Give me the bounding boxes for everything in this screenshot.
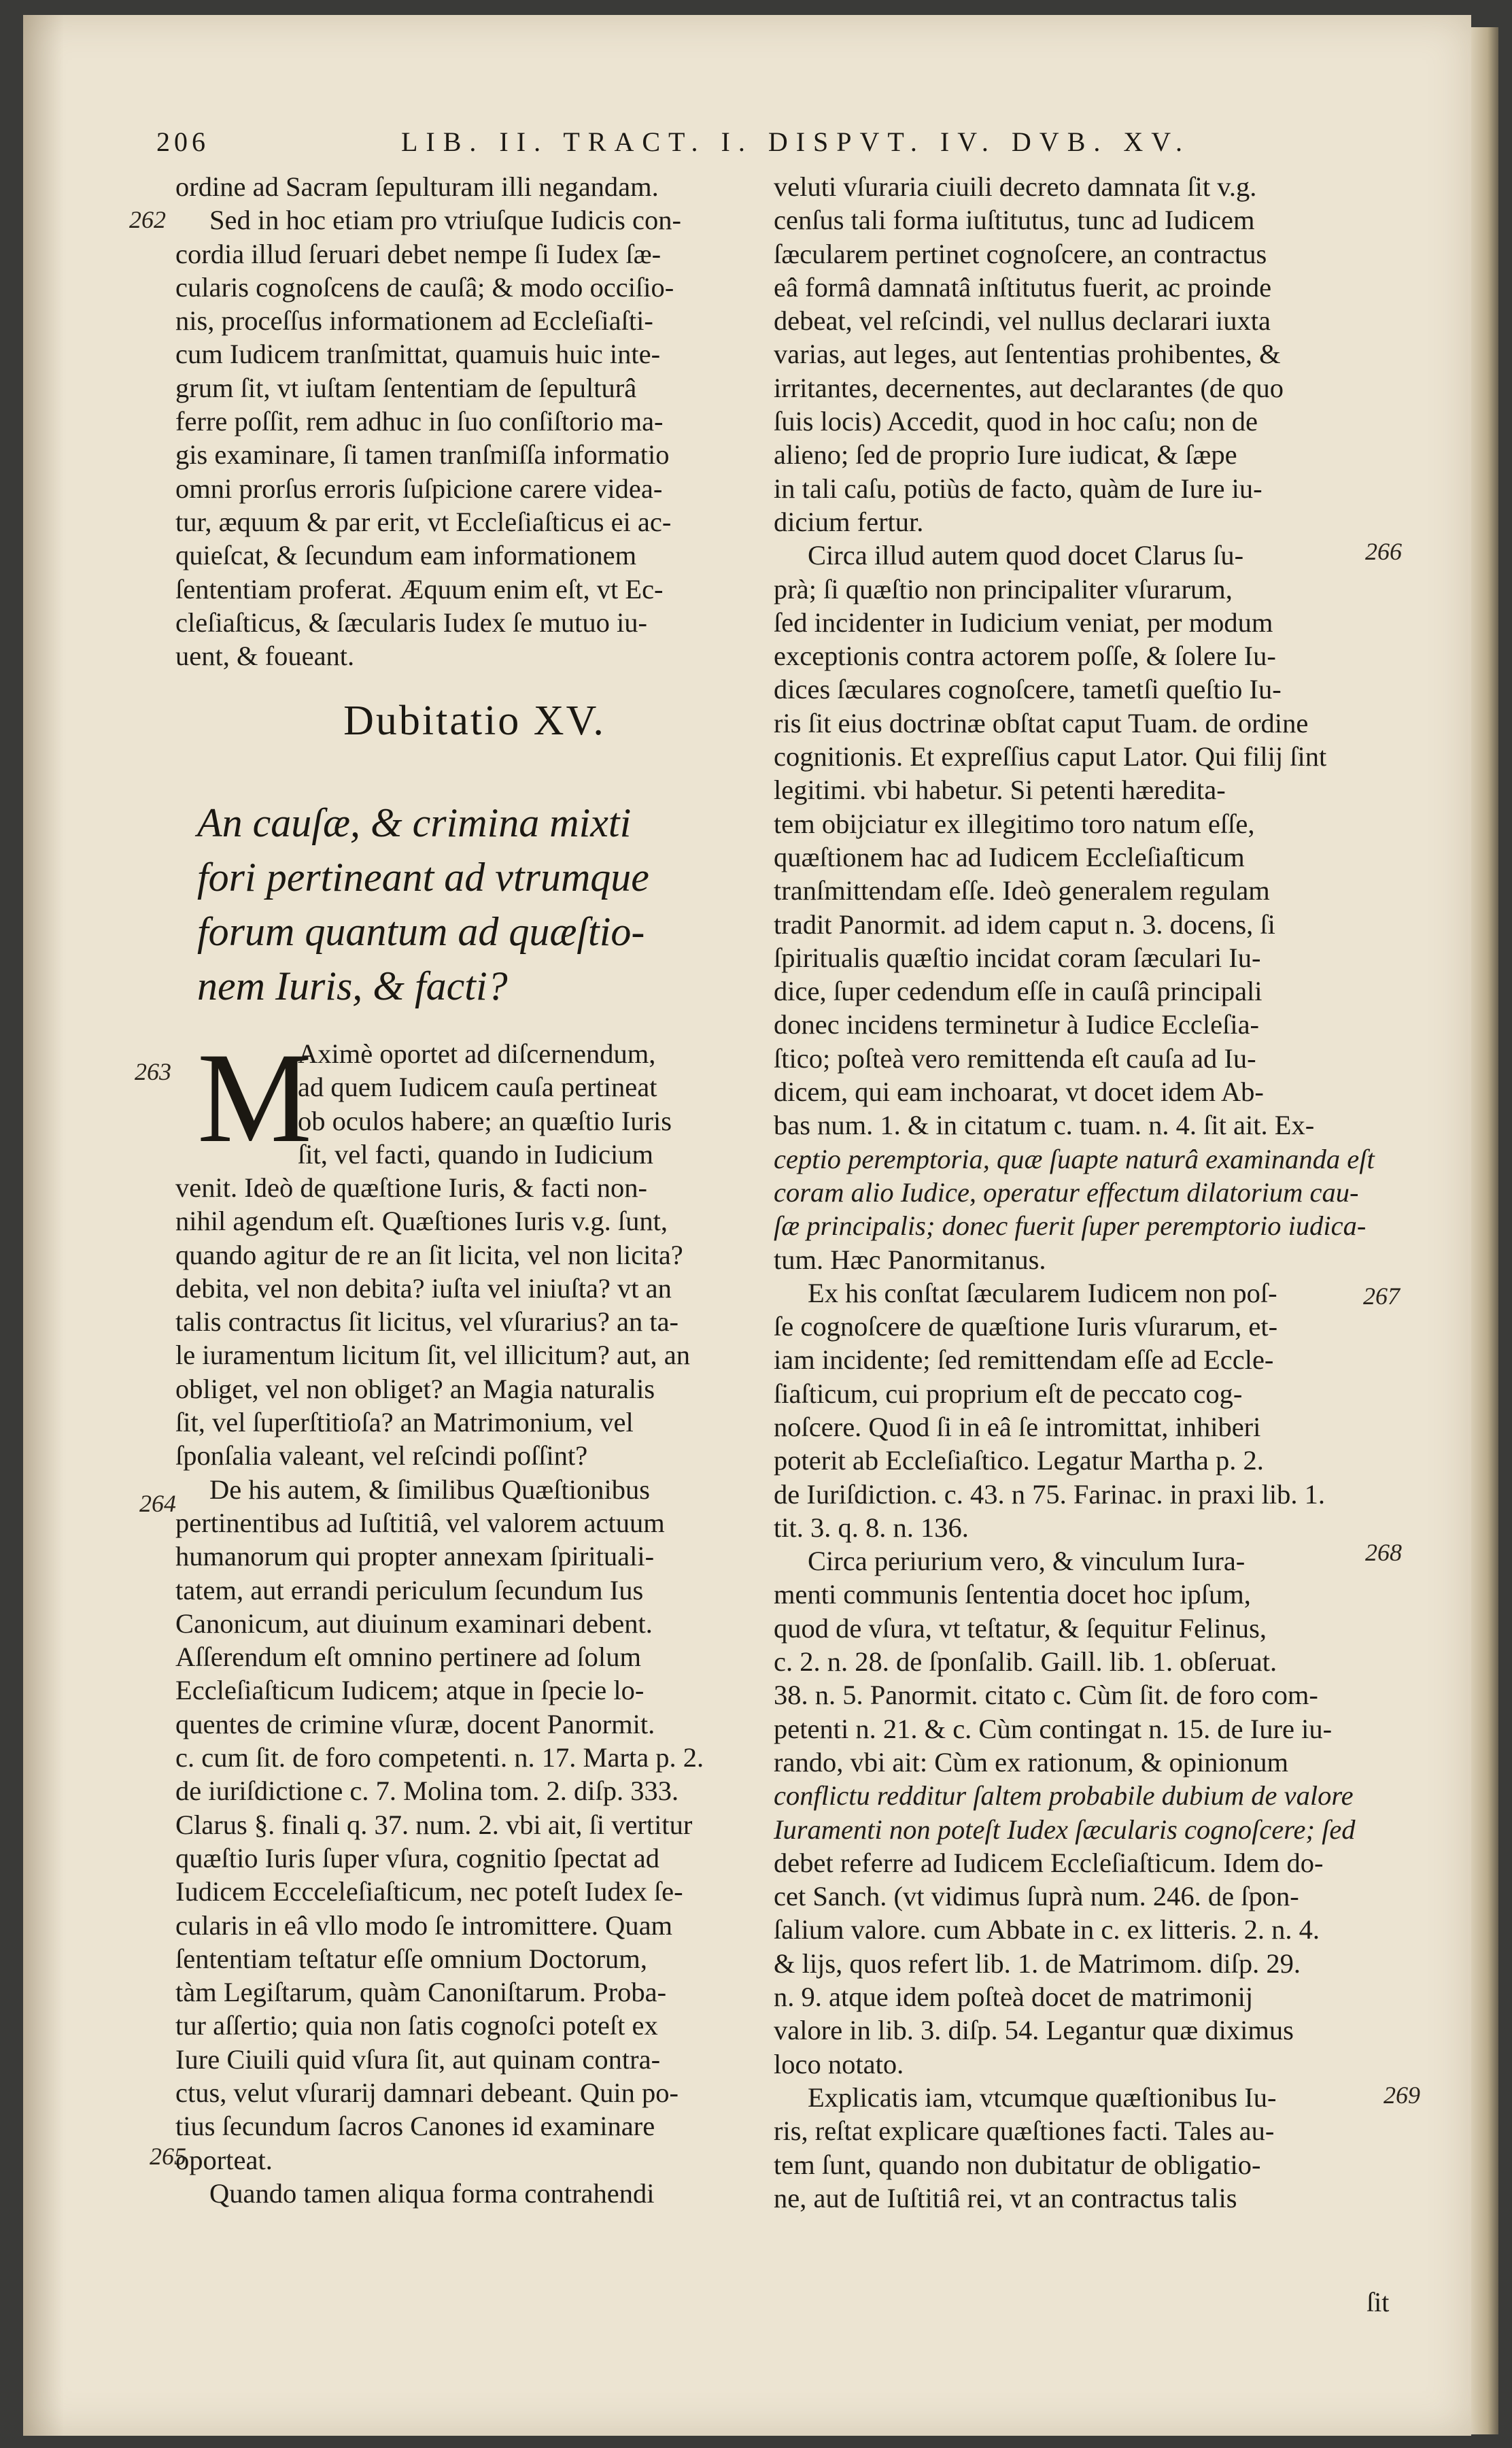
text-line: Aximè oportet ad diſcernendum, [298, 1038, 656, 1069]
text-line: ordine ad Sacram ſepulturam illi negandam. [175, 171, 659, 202]
text-line: Iure Ciuili quid vſura ſit, aut quinam contra- [175, 2043, 661, 2075]
page-number: 206 [156, 126, 209, 157]
text-line: ferre poſſit, rem adhuc in ſuo conſiſtorio ma- [175, 406, 664, 437]
text-line: c. cum ſit. de foro competenti. n. 17. Marta p. 2. [175, 1742, 704, 1773]
text-line: conflictu redditur ſaltem probabile dubium de valore [774, 1780, 1354, 1812]
text-line: debet referre ad Iudicem Eccleſiaſticum. Idem do- [774, 1847, 1324, 1878]
text-line: cenſus tali forma iuſtitutus, tunc ad Iudicem [774, 205, 1255, 236]
text-line: noſcere. Quod ſi in eâ ſe intromittat, inhiberi [774, 1411, 1261, 1442]
text-line: Sed in hoc etiam pro vtriuſque Iudicis con- [209, 205, 681, 236]
text-line: dice, ſuper cedendum eſſe in cauſâ principali [774, 976, 1262, 1007]
text-line: nihil agendum eſt. Quæſtiones Iuris v.g. ſunt, [175, 1206, 668, 1237]
text-line: omni prorſus erroris ſuſpicione carere videa- [175, 473, 663, 504]
text-line: Canonicum, aut diuinum examinari debent. [175, 1608, 653, 1639]
text-line: tranſmittendam eſſe. Ideò generalem regulam [774, 875, 1270, 906]
text-line: veluti vſuraria ciuili decreto damnata ſit v.g. [774, 171, 1257, 202]
catchword: ſit [1367, 2287, 1390, 2317]
text-line: Quando tamen aliqua forma contrahendi [209, 2177, 655, 2209]
text-line: tur aſſertio; quia non ſatis cognoſci poteſt ex [175, 2010, 658, 2041]
text-line: de Iuriſdiction. c. 43. n 75. Farinac. in praxi lib. 1. [774, 1478, 1325, 1510]
text-line: dices ſæculares cognoſcere, tametſi queſtio Iu- [774, 674, 1282, 705]
margin-number: 268 [1365, 1539, 1402, 1566]
text-line: Clarus §. finali q. 37. num. 2. vbi ait, ſi vertitur [175, 1809, 693, 1840]
margin-number: 269 [1384, 2081, 1420, 2109]
text-line: quæſtio Iuris ſuper vſura, cognitio ſpectat ad [175, 1842, 659, 1873]
text-line: ſit, vel ſuperſtitioſa? an Matrimonium, vel [175, 1407, 634, 1438]
text-line: humanorum qui propter annexam ſpirituali- [175, 1541, 655, 1572]
text-line: ſententiam proferat. Æquum enim eſt, vt Ec- [175, 573, 664, 605]
text-line: dicem, qui eam inchoarat, vt docet idem Ab- [774, 1076, 1264, 1108]
running-head: LIB. II. TRACT. I. DISPVT. IV. DVB. XV. [401, 126, 1190, 157]
text-line: ceptio peremptoria, quæ ſuapte naturâ examinanda eſt [774, 1143, 1375, 1174]
text-line: Ex his conſtat ſæcularem Iudicem non poſ- [808, 1277, 1277, 1308]
text-line: cularis cognoſcens de cauſâ; & modo occiſio- [175, 271, 674, 303]
text-line: iam incidente; ſed remittendam eſſe ad Eccle- [774, 1344, 1274, 1376]
text-line: tradit Panormit. ad idem caput n. 3. docens, ſi [774, 908, 1275, 940]
text-line: ris ſit eius doctrinæ obſtat caput Tuam. de ordine [774, 707, 1309, 738]
question-line: forum quantum ad quæſtio- [197, 909, 645, 954]
text-line: ad quem Iudicem cauſa pertineat [298, 1072, 657, 1103]
text-line: quando agitur de re an ſit licita, vel non licita? [175, 1239, 683, 1270]
text-line: Eccleſiaſticum Iudicem; atque in ſpecie lo- [175, 1675, 645, 1706]
text-line: ne, aut de Iuſtitiâ rei, vt an contractus talis [774, 2182, 1237, 2213]
text-line: ſuis locis) Accedit, quod in hoc caſu; non de [774, 406, 1258, 437]
text-line: ſed incidenter in Iudicium veniat, per modum [774, 607, 1273, 638]
text-line: c. 2. n. 28. de ſponſalib. Gaill. lib. 1. obſeruat. [774, 1646, 1277, 1678]
text-line: obliget, vel non obliget? an Magia naturalis [175, 1373, 655, 1404]
text-line: De his autem, & ſimilibus Quæſtionibus [209, 1474, 650, 1505]
text-line: petenti n. 21. & c. Cùm contingat n. 15. de Iure iu- [774, 1713, 1333, 1744]
text-line: tem ſunt, quando non dubitatur de obligatio- [774, 2149, 1261, 2180]
text-line: uent, & foueant. [175, 641, 355, 672]
text-line: in tali caſu, potiùs de facto, quàm de Iure iu- [774, 473, 1262, 504]
text-line: gis examinare, ſi tamen tranſmiſſa informatio [175, 439, 670, 471]
text-line: Iudicem Eccceleſiaſticum, nec poteſt Iudex ſe- [175, 1876, 683, 1907]
text-line: dicium fertur. [774, 506, 924, 537]
text-line: Circa periurium vero, & vinculum Iura- [808, 1546, 1245, 1577]
text-line: Explicatis iam, vtcumque quæſtionibus Iu- [808, 2081, 1277, 2113]
text-line: ctus, velut vſurarij damnari debeant. Quin po- [175, 2077, 679, 2109]
text-line: ſæ principalis; donec fuerit ſuper peremptorio iudica- [774, 1210, 1367, 1242]
text-line: le iuramentum licitum ſit, vel illicitum? aut, an [175, 1340, 690, 1371]
margin-number: 265 [150, 2143, 186, 2170]
page-header [0, 126, 1512, 167]
text-line: ſtico; poſteà vero remittenda eſt cauſa ad Iu- [774, 1042, 1256, 1074]
text-line: coram alio Iudice, operatur effectum dilatorium cau- [774, 1176, 1359, 1208]
text-line: tit. 3. q. 8. n. 136. [774, 1512, 969, 1543]
question-line: fori pertineant ad vtrumque [197, 855, 649, 900]
text-line: cularis in eâ vllo modo ſe intromittere. Quam [175, 1909, 673, 1941]
text-line: menti communis ſententia docet hoc ipſum, [774, 1579, 1251, 1610]
left-column-top [175, 170, 774, 673]
text-line: Aſſerendum eſt omnino pertinere ad ſolum [175, 1642, 641, 1673]
text-line: tum. Hæc Panormitanus. [774, 1244, 1046, 1275]
text-line: bas num. 1. & in citatum c. tuam. n. 4. ſit ait. Ex- [774, 1110, 1315, 1141]
text-line: ſalium valore. cum Abbate in c. ex litteris. 2. n. 4. [774, 1914, 1320, 1945]
margin-number: 263 [135, 1058, 171, 1085]
text-line: tius ſecundum ſacros Canones id examinare [175, 2111, 655, 2142]
margin-number: 266 [1365, 538, 1402, 565]
text-line: rando, vbi ait: Cùm ex rationum, & opinionum [774, 1746, 1289, 1778]
text-line: debeat, vel reſcindi, vel nullus declarari iuxta [774, 305, 1271, 337]
text-line: ſponſalia valeant, vel reſcindi poſſint? [175, 1440, 588, 1472]
text-line: Iuramenti non poteſt Iudex ſæcularis cognoſcere; ſed [774, 1814, 1356, 1845]
text-line: cordia illud ſeruari debet nempe ſi Iudex ſæ- [175, 238, 662, 269]
text-line: alieno; ſed de proprio Iure iudicat, & ſæpe [774, 439, 1237, 471]
text-line: nis, proceſſus informationem ad Eccleſiaſti- [175, 305, 653, 337]
margin-number: 264 [139, 1490, 176, 1517]
page-edge [1471, 27, 1498, 2434]
text-line: ob oculos habere; an quæſtio Iuris [298, 1105, 672, 1136]
text-line: venit. Ideò de quæſtione Iuris, & facti non- [175, 1172, 647, 1203]
text-line: n. 9. atque idem poſteà docet de matrimonij [774, 1982, 1254, 2013]
text-line: loco notato. [774, 2048, 904, 2079]
question-line: nem Iuris, & facti? [197, 964, 508, 1008]
text-line: irritantes, decernentes, aut declarantes (de quo [774, 372, 1284, 403]
text-line: ſiaſticum, cui proprium eſt de peccato cog- [774, 1378, 1243, 1409]
text-line: cleſiaſticus, & ſæcularis Iudex ſe mutuo iu- [175, 607, 647, 638]
question-line: An cauſæ, & crimina mixti [197, 800, 632, 845]
text-line: valore in lib. 3. diſp. 54. Legantur quæ diximus [774, 2015, 1294, 2046]
text-line: tem obijciatur ex illegitimo toro natum eſſe, [774, 808, 1255, 839]
text-line: quæſtionem hac ad Iudicem Eccleſiaſticum [774, 841, 1245, 872]
text-line: quentes de crimine vſuræ, docent Panormit. [175, 1708, 655, 1739]
text-line: oporteat. [175, 2144, 273, 2175]
text-line: varias, aut leges, aut ſententias prohibentes, & [774, 339, 1281, 370]
text-line: ſententiam teſtatur eſſe omnium Doctorum, [175, 1943, 647, 1974]
section-heading: Dubitatio XV. [343, 698, 606, 744]
text-line: ſit, vel facti, quando in Iudicium [298, 1138, 653, 1170]
left-column-body [175, 1171, 774, 2210]
text-line: ſe cognoſcere de quæſtione Iuris vſurarum, et- [774, 1311, 1278, 1342]
text-line: quod de vſura, vt teſtatur, & ſequitur Felinus, [774, 1612, 1267, 1644]
text-line: Circa illud autem quod docet Clarus ſu- [808, 540, 1244, 571]
text-line: debita, vel non debita? iuſta vel iniuſta? vt an [175, 1272, 672, 1304]
text-line: ris, reſtat explicare quæſtiones facti. Tales au- [774, 2115, 1275, 2147]
text-line: cum Iudicem tranſmittat, quamuis huic inte- [175, 339, 661, 370]
text-line: prà; ſi quæſtio non principaliter vſurarum, [774, 573, 1233, 605]
margin-number: 267 [1363, 1282, 1400, 1310]
text-line: ſpiritualis quæſtio incidat coram ſæculari Iu- [774, 942, 1261, 973]
text-line: poterit ab Eccleſiaſtico. Legatur Martha p. 2. [774, 1445, 1264, 1476]
right-column [774, 170, 1379, 2215]
margin-number: 262 [129, 206, 166, 233]
text-line: quieſcat, & ſecundum eam informationem [175, 540, 637, 571]
gutter-shadow [23, 15, 64, 2436]
text-line: talis contractus ſit licitus, vel vſurarius? an ta- [175, 1306, 679, 1338]
dropcap-paragraph [298, 1037, 774, 1171]
text-line: ſæcularem pertinet cognoſcere, an contractus [774, 238, 1267, 269]
text-line: 38. n. 5. Panormit. citato c. Cùm ſit. de foro com- [774, 1680, 1318, 1711]
question-title [197, 796, 782, 1013]
text-line: tatem, aut errandi periculum ſecundum Ius [175, 1574, 644, 1605]
text-line: donec incidens terminetur à Iudice Eccleſia- [774, 1009, 1260, 1040]
drop-cap: M [197, 1027, 312, 1170]
text-line: exceptionis contra actorem poſſe, & ſolere Iu- [774, 641, 1276, 672]
text-line: & lijs, quos refert lib. 1. de Matrimom. diſp. 29. [774, 1948, 1301, 1979]
text-line: tur, æquum & par erit, vt Eccleſiaſticus ei ac- [175, 506, 672, 537]
text-line: tàm Legiſtarum, quàm Canoniſtarum. Proba- [175, 1977, 667, 2008]
text-line: de iuriſdictione c. 7. Molina tom. 2. diſp. 333. [175, 1775, 679, 1807]
text-line: cognitionis. Et expreſſius caput Lator. Qui filij ſint [774, 741, 1327, 772]
text-line: eâ formâ damnatâ inſtitutus fuerit, ac proinde [774, 271, 1272, 303]
text-line: pertinentibus ad Iuſtitiâ, vel valorem actuum [175, 1507, 665, 1538]
text-line: legitimi. vbi habetur. Si petenti hæredita- [774, 775, 1226, 806]
text-line: grum ſit, vt iuſtam ſententiam de ſepulturâ [175, 372, 637, 403]
text-line: cet Sanch. (vt vidimus ſuprà num. 246. de ſpon- [774, 1881, 1299, 1912]
